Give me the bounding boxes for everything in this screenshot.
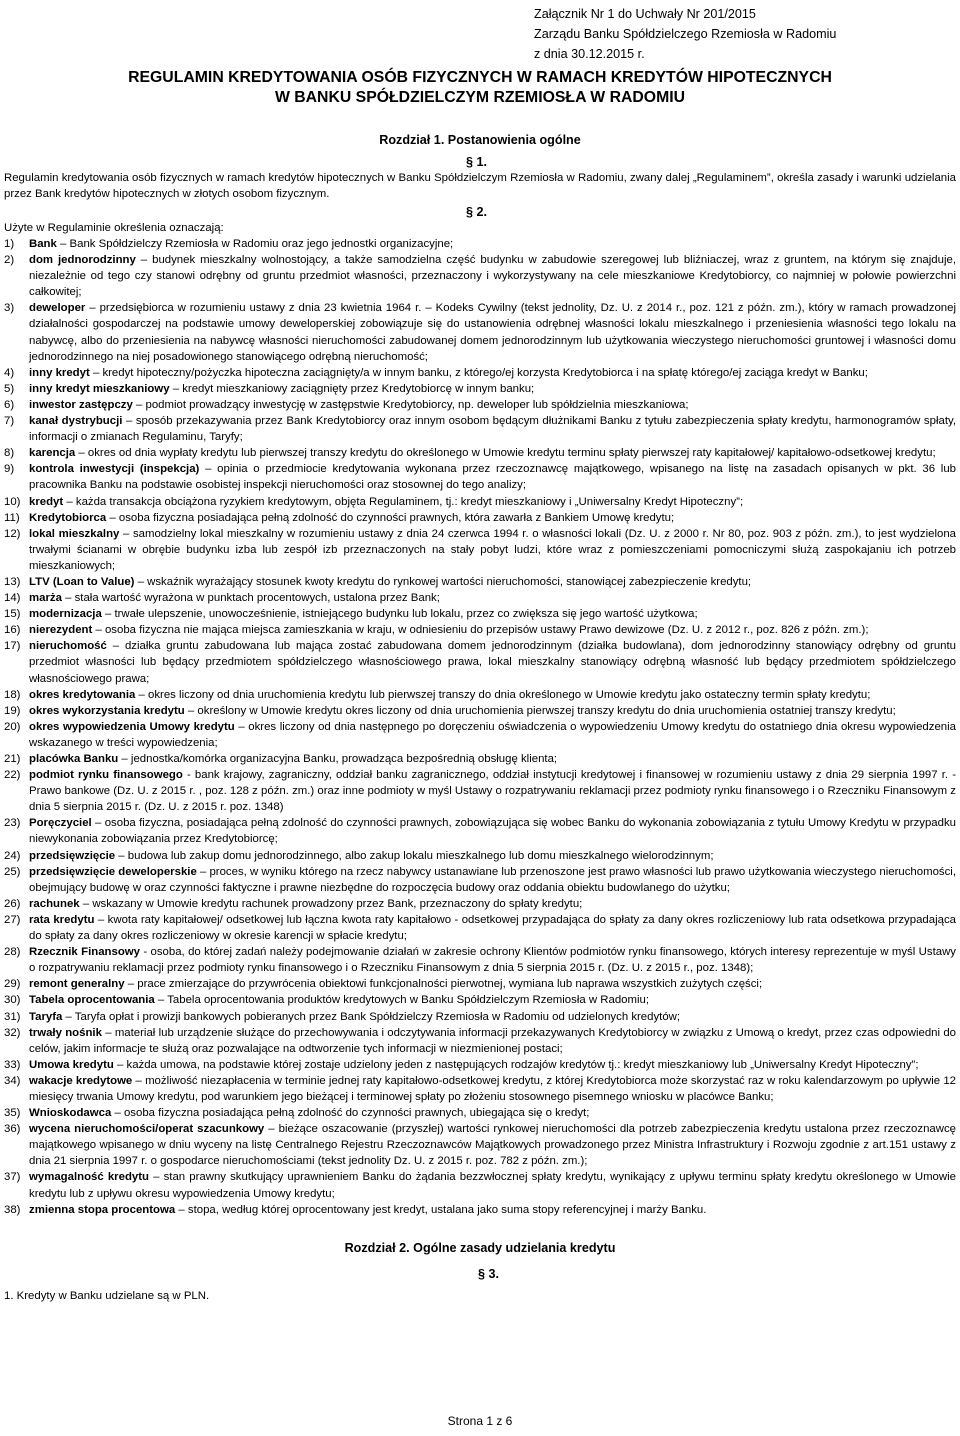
definition-body bbox=[29, 300, 956, 364]
definition-text: – stopa, według której oprocentowany jest kredyt, ustalana jako suma stopy referencyjnej i marży Banku. bbox=[175, 1203, 707, 1216]
definition-number: 8) bbox=[4, 447, 15, 460]
section-3-mark: § 3. bbox=[478, 1267, 500, 1281]
definition-term: przedsięwzięcie bbox=[29, 849, 116, 862]
definition-number: 22) bbox=[4, 769, 21, 782]
definition-term: kredyt bbox=[29, 495, 64, 508]
definition-item bbox=[4, 1073, 956, 1105]
definition-item bbox=[4, 526, 956, 574]
definition-term: LTV (Loan to Value) bbox=[29, 575, 135, 588]
definition-number: 10) bbox=[4, 495, 21, 508]
definition-item bbox=[4, 461, 956, 493]
definition-item bbox=[4, 912, 956, 944]
definition-body bbox=[29, 236, 956, 252]
annex-line-1: Załącznik Nr 1 do Uchwały Nr 201/2015 bbox=[534, 7, 756, 21]
definition-number: 5) bbox=[4, 382, 15, 395]
definition-item bbox=[4, 944, 956, 976]
definition-text: – budowa lub zakup domu jednorodzinnego, albo zakup lokalu mieszkalnego lub domu mieszkalnego wielorodzinnym; bbox=[115, 849, 714, 862]
section-3-item-1: 1. Kredyty w Banku udzielane są w PLN. bbox=[4, 1290, 210, 1302]
definition-item bbox=[4, 976, 956, 992]
definition-item bbox=[4, 719, 956, 751]
definition-number: 6) bbox=[4, 398, 15, 411]
definition-term: Kredytobiorca bbox=[29, 511, 107, 524]
definition-number: 16) bbox=[4, 624, 21, 637]
definition-number: 20) bbox=[4, 720, 21, 733]
definition-number: 25) bbox=[4, 865, 21, 878]
definition-item bbox=[4, 815, 956, 847]
definition-text: - bank krajowy, zagraniczny, oddział banku zagranicznego, oddział instytucji kredytowej i finansowej w rozumieniu ustawy z dnia 29 sierpnia 1997 r. - Prawo bankowe (Dz. U. z 2015 r. , poz. 128 z późn. zm.) oraz inne podmioty w myśl Ustawy o rozpatrywaniu reklamacji przez podmioty rynku finansowego i o Rzeczniku Finansowym z dnia 5 sierpnia 2015 r. (Dz. U. z 2015 r. poz. 1348) bbox=[29, 769, 956, 814]
definition-body bbox=[29, 638, 956, 686]
definition-term: Wnioskodawca bbox=[29, 1107, 112, 1120]
definition-number: 17) bbox=[4, 640, 21, 653]
definition-text: – okres liczony od dnia uruchomienia kredytu lub pierwszej transzy do dnia określonego w Umowie kredytu jako ostateczny termin spłaty kredytu; bbox=[135, 688, 871, 701]
definition-number: 30) bbox=[4, 994, 21, 1007]
definition-item bbox=[4, 703, 956, 719]
definition-number: 15) bbox=[4, 608, 21, 621]
definition-item bbox=[4, 365, 956, 381]
definition-term: kontrola inwestycji (inspekcja) bbox=[29, 463, 200, 476]
definition-text: – bieżące oszacowanie (przyszłej) wartości rynkowej nieruchomości dla potrzeb zabezpieczenia kredytu ustalona przez rzeczoznawcę majątkowego wpisanego w dniu wyceny na listę Centralnego Rejestru Rzeczoznawców Majątkowych prowadzonego przez Ministra Infrastruktury i Rozwoju zgodnie z art.151 ustawy z dnia 21 sierpnia 1997 r. o gospodarce nieruchomościami (tekst jednolity Dz. U. z 2015 r. poz. 782 z późn. zm.); bbox=[29, 1123, 957, 1168]
definition-body bbox=[29, 526, 956, 574]
definition-number: 36) bbox=[4, 1123, 21, 1136]
definition-item bbox=[4, 1105, 956, 1121]
definition-term: wymagalność kredytu bbox=[29, 1171, 149, 1184]
annex-line-2: Zarządu Banku Spółdzielczego Rzemiosła w Radomiu bbox=[534, 27, 837, 41]
definition-number: 35) bbox=[4, 1107, 21, 1120]
definition-term: modernizacja bbox=[29, 608, 102, 621]
definition-text: – działka gruntu zabudowana lub mająca zostać zabudowana domem jednorodzinnym (działka budowlana), dom jednorodzinny stanowiący odrębny od gruntu przedmiot własności lub będący przedmiotem spółdzielczego własnościowego prawa, lokal mieszkalny stanowiący odrębną własność lub będący przedmiotem spółdzielczego własnościowego prawa; bbox=[29, 640, 956, 685]
definition-item bbox=[4, 751, 956, 767]
definition-body bbox=[29, 1121, 956, 1169]
section-2-intro: Użyte w Regulaminie określenia oznaczają: bbox=[4, 222, 224, 234]
definition-item bbox=[4, 574, 956, 590]
definition-number: 11) bbox=[4, 511, 20, 524]
definition-item bbox=[4, 687, 956, 703]
section-1-text: Regulamin kredytowania osób fizycznych w ramach kredytów hipotecznych w Banku Spółdzielczym Rzemiosła w Radomiu, zwany dalej „Regulaminem”, określa zasady i warunki udzielania przez Bank kredytów hipotecznych w złotych osobom fizycznym. bbox=[4, 172, 956, 201]
definitions-list bbox=[4, 236, 956, 1218]
definition-number: 37) bbox=[4, 1171, 21, 1184]
definition-term: przedsięwzięcie deweloperskie bbox=[29, 865, 197, 878]
definition-item bbox=[4, 381, 956, 397]
definition-body bbox=[29, 1009, 956, 1025]
definition-text: – osoba fizyczna, posiadająca pełną zdolność do czynności prawnych, zobowiązująca się wobec Banku do wykonania zobowiązania z tytułu Umowy Kredytu w przypadku niewykonania zobowiązania przez Kredytobiorcę; bbox=[29, 817, 956, 846]
chapter-1-heading: Rozdział 1. Postanowienia ogólne bbox=[379, 133, 581, 147]
definition-item bbox=[4, 1057, 956, 1073]
definition-body bbox=[29, 976, 956, 992]
definition-term: dom jednorodzinny bbox=[29, 254, 136, 267]
definition-body bbox=[29, 944, 956, 976]
definition-term: marża bbox=[29, 592, 62, 605]
definition-term: Taryfa bbox=[29, 1010, 63, 1023]
definition-text: – określony w Umowie kredytu okres liczony od dnia uruchomienia pierwszej transzy kredytu do dnia uruchomienia ostatniej transzy kredytu; bbox=[184, 704, 896, 717]
definition-number: 34) bbox=[4, 1074, 21, 1087]
definition-item bbox=[4, 397, 956, 413]
definition-item bbox=[4, 510, 956, 526]
definition-body bbox=[29, 896, 956, 912]
definition-body bbox=[29, 751, 956, 767]
definition-text: – wskazany w Umowie kredytu rachunek prowadzony przez Bank, przeznaczony do spłaty kredytu; bbox=[79, 897, 583, 910]
definition-text: – każda umowa, na podstawie której zostaje udzielony jeden z następujących rodzajów kredytów tj.: kredyt mieszkaniowy lub „Uniwersalny Kredyt Hipoteczny”; bbox=[113, 1058, 919, 1071]
definition-body bbox=[29, 992, 956, 1008]
definition-item bbox=[4, 1009, 956, 1025]
definition-text: – budynek mieszkalny wolnostojący, a także samodzielna część budynku w zabudowie szeregowej lub bliźniaczej, wraz z gruntem, na którym się znajduje, niezależnie od tego czy stanowi odrębny od gruntu przedmiot własności, przeznaczony i wykorzystywany na cele mieszkaniowe Kredytobiorcy, co najmniej w połowie powierzchni całkowitej; bbox=[29, 254, 956, 299]
chapter-2-heading: Rozdział 2. Ogólne zasady udzielania kredytu bbox=[344, 1241, 616, 1255]
definition-text: – kwota raty kapitałowej/ odsetkowej lub łączna kwota raty kapitałowo - odsetkowej przypadająca do spłaty za dany okres rozliczeniowy lub rata odsetkowa przypadająca do spłaty za dany okres rozliczeniowy w okresie karencji w spłacie kredytu; bbox=[29, 913, 956, 943]
definition-body bbox=[29, 1073, 956, 1105]
definition-body bbox=[29, 397, 956, 413]
definition-item bbox=[4, 1169, 956, 1201]
definition-item bbox=[4, 300, 956, 364]
definition-body bbox=[29, 1202, 956, 1218]
definition-term: inwestor zastępczy bbox=[29, 398, 133, 411]
definition-term: okres wykorzystania kredytu bbox=[29, 704, 185, 717]
definition-item bbox=[4, 606, 956, 622]
document-title bbox=[60, 68, 900, 108]
definition-body bbox=[29, 1169, 956, 1201]
definition-text: – proces, w wyniku którego na rzecz nabywcy ustanawiane lub przenoszone jest prawo własności lub prawo użytkowania wieczystego nieruchomości, obejmujący budowę w oraz czynności faktyczne i prawne niezbędne do rozpoczęcia budowy oraz oddania obiektu budowlanego do użytku; bbox=[29, 865, 956, 894]
definition-text: – wskaźnik wyrażający stosunek kwoty kredytu do rynkowej wartości nieruchomości, stanowiącej zabezpieczenie kredytu; bbox=[134, 575, 752, 588]
definition-text: – możliwość niezapłacenia w terminie jednej raty kapitałowo-odsetkowej kredytu, z której Kredytobiorca może skorzystać raz w roku kalendarzowym po upływie 12 miesięcy trwania Umowy kredytu, pod warunkiem jego bieżącej i terminowej spłaty po złożeniu stosownego pisemnego wniosku w placówce Banku; bbox=[29, 1074, 956, 1103]
definition-item bbox=[4, 1025, 956, 1057]
definition-body bbox=[29, 606, 956, 622]
definition-number: 24) bbox=[4, 849, 21, 862]
definition-number: 29) bbox=[4, 978, 21, 991]
definition-body bbox=[29, 381, 956, 397]
definition-term: Umowa kredytu bbox=[29, 1058, 114, 1071]
definition-item bbox=[4, 638, 956, 686]
definition-number: 33) bbox=[4, 1058, 21, 1071]
definition-body bbox=[29, 413, 956, 445]
definition-item bbox=[4, 590, 956, 606]
definition-number: 21) bbox=[4, 753, 21, 765]
definition-number: 14) bbox=[4, 592, 21, 605]
definition-number: 27) bbox=[4, 913, 21, 926]
definition-number: 26) bbox=[4, 897, 21, 910]
definition-item bbox=[4, 236, 956, 252]
definition-text: – trwałe ulepszenie, unowocześnienie, istniejącego budynku lub lokalu, przez co zwiększa się jego wartość użytkowa; bbox=[101, 608, 698, 621]
definition-term: nierezydent bbox=[29, 624, 93, 637]
definition-number: 32) bbox=[4, 1026, 21, 1039]
page-number: Strona 1 z 6 bbox=[447, 1414, 513, 1428]
definition-term: inny kredyt bbox=[29, 366, 90, 379]
definition-term: deweloper bbox=[29, 302, 86, 315]
section-2-mark: § 2. bbox=[466, 205, 488, 219]
definition-term: Poręczyciel bbox=[29, 817, 92, 830]
definition-number: 12) bbox=[4, 527, 21, 540]
definition-number: 31) bbox=[4, 1010, 21, 1023]
definition-text: – każda transakcja obciążona ryzykiem kredytowym, objęta Regulaminem, tj.: kredyt mieszkaniowy i „Uniwersalny Kredyt Hipoteczny”; bbox=[63, 495, 744, 508]
definition-term: Bank bbox=[29, 238, 57, 250]
definition-text: – Tabela oprocentowania produktów kredytowych w Banku Spółdzielczym Rzemiosła w Radomiu; bbox=[154, 994, 650, 1007]
definition-item bbox=[4, 848, 956, 864]
definition-item bbox=[4, 767, 956, 815]
definition-body bbox=[29, 574, 956, 590]
definition-number: 38) bbox=[4, 1203, 21, 1216]
definition-body bbox=[29, 445, 956, 461]
definition-text: – kredyt hipoteczny/pożyczka hipoteczna zaciągnięty/a w innym banku, z którego/ej korzysta Kredytobiorca i na spłatę którego/ej zaciąga kredyt w Banku; bbox=[89, 366, 868, 379]
definition-text: – osoba fizyczna nie mająca miejsca zamieszkania w kraju, w odniesieniu do przepisów ustawy Prawo dewizowe (Dz. U. z 2012 r., poz. 826 z późn. zm.); bbox=[92, 624, 869, 637]
definition-term: trwały nośnik bbox=[29, 1026, 102, 1039]
definition-body bbox=[29, 494, 956, 510]
definition-body bbox=[29, 1025, 956, 1057]
definition-text: – podmiot prowadzący inwestycję w zastępstwie Kredytobiorcy, np. deweloper lub spółdzielnia mieszkaniowa; bbox=[132, 398, 689, 411]
definition-number: 2) bbox=[4, 254, 15, 267]
definition-item bbox=[4, 1121, 956, 1169]
definition-term: inny kredyt mieszkaniowy bbox=[29, 382, 170, 395]
definition-body bbox=[29, 815, 956, 847]
definition-term: wycena nieruchomości/operat szacunkowy bbox=[29, 1123, 265, 1136]
title-line-2: W BANKU SPÓŁDZIELCZYM RZEMIOSŁA W RADOMIU bbox=[274, 89, 686, 106]
definition-term: okres kredytowania bbox=[29, 688, 136, 701]
definition-item bbox=[4, 413, 956, 445]
annex-line-3: z dnia 30.12.2015 r. bbox=[534, 47, 645, 61]
definition-term: placówka Banku bbox=[29, 753, 119, 765]
definition-body bbox=[29, 912, 956, 944]
definition-text: – kredyt mieszkaniowy zaciągnięty przez Kredytobiorcę w innym banku; bbox=[169, 382, 535, 395]
definition-term: karencja bbox=[29, 447, 76, 460]
definition-item bbox=[4, 864, 956, 896]
definition-body bbox=[29, 864, 956, 896]
definition-term: zmienna stopa procentowa bbox=[29, 1203, 176, 1216]
definition-item bbox=[4, 1202, 956, 1218]
definition-item bbox=[4, 494, 956, 510]
definition-number: 19) bbox=[4, 704, 21, 717]
definition-text: – osoba fizyczna posiadająca pełną zdolność do czynności prawnych, ubiegająca się o kredyt; bbox=[111, 1107, 590, 1120]
definition-term: lokal mieszkalny bbox=[29, 527, 120, 540]
definition-text: – Taryfa opłat i prowizji bankowych pobieranych przez Bank Spółdzielczy Rzemiosła w Radomiu od udzielonych kredytów; bbox=[62, 1010, 681, 1023]
definition-text: – jednostka/komórka organizacyjna Banku, prowadząca bezpośrednią obsługę klienta; bbox=[118, 753, 558, 765]
definition-number: 1) bbox=[4, 238, 15, 250]
definition-number: 18) bbox=[4, 688, 21, 701]
definition-body bbox=[29, 767, 956, 815]
definition-text: – prace zmierzające do przywrócenia obiektowi funkcjonalności pierwotnej, wymiana lub naprawa wszystkich zużytych części; bbox=[124, 978, 763, 991]
definition-body bbox=[29, 622, 956, 638]
definition-body bbox=[29, 1057, 956, 1073]
definition-text: – stan prawny skutkujący uprawnieniem Banku do żądania bezzwłocznej spłaty kredytu, wynikający z upływu terminu spłaty kredytu określonego w Umowie kredytu lub z upływu okresu wypowiedzenia Umowy kredytu; bbox=[29, 1171, 956, 1200]
definition-body bbox=[29, 590, 956, 606]
definition-number: 9) bbox=[4, 463, 15, 476]
definition-body bbox=[29, 703, 956, 719]
definition-term: wakacje kredytowe bbox=[29, 1074, 133, 1087]
definition-term: rata kredytu bbox=[29, 913, 95, 926]
definition-text: – okres od dnia wypłaty kredytu lub pierwszej transzy kredytu do określonego w Umowie kredytu terminu spłaty pierwszej raty kapitałowej/ kapitałowo-odsetkowej kredytu; bbox=[75, 447, 936, 460]
definition-text: – Bank Spółdzielczy Rzemiosła w Radomiu oraz jego jednostki organizacyjne; bbox=[56, 238, 454, 250]
definition-item bbox=[4, 252, 956, 300]
definition-term: rachunek bbox=[29, 897, 80, 910]
definition-term: okres wypowiedzenia Umowy kredytu bbox=[29, 720, 235, 733]
definition-body bbox=[29, 1105, 956, 1121]
definition-number: 23) bbox=[4, 817, 21, 830]
section-1-mark: § 1. bbox=[466, 155, 488, 169]
definition-term: kanał dystrybucji bbox=[29, 415, 123, 428]
definition-number: 7) bbox=[4, 415, 15, 428]
definition-text: – stała wartość wyrażona w punktach procentowych, ustalona przez Bank; bbox=[61, 592, 440, 605]
definition-item bbox=[4, 445, 956, 461]
definition-term: nieruchomość bbox=[29, 640, 107, 653]
definition-body bbox=[29, 365, 956, 381]
definition-body bbox=[29, 461, 956, 493]
definition-term: remont generalny bbox=[29, 978, 125, 991]
definition-text: – samodzielny lokal mieszkalny w rozumieniu ustawy z dnia 24 czerwca 1994 r. o własności lokali (Dz. U. z 2000 r. Nr 80, poz. 903 z późn. zm.), to jest wydzielona trwałymi ścianami w obrębie budynku izba lub zespół izb przeznaczonych na stały pobyt ludzi, które wraz z pomieszczeniami pomocniczymi służą zaspokajaniu ich potrzeb mieszkaniowych; bbox=[29, 527, 956, 572]
definition-text: – osoba fizyczna posiadająca pełną zdolność do czynności prawnych, która zawarła z Bankiem Umowę kredytu; bbox=[106, 511, 675, 524]
definition-text: – przedsiębiorca w rozumieniu ustawy z dnia 23 kwietnia 1964 r. – Kodeks Cywilny (tekst jednolity, Dz. U. z 2014 r., poz. 121 z późn. zm.), który w ramach prowadzonej działalności gospodarczej na podstawie umowy deweloperskiej zobowiązuje się do ustanowienia odrębnej własności lokalu mieszkalnego i przeniesienia własności tego lokalu na nabywcę, albo do przeniesienia na nabywcę własności nieruchomości zabudowanej domem jednorodzinnym lub użytkowania wieczystego nieruchomości gruntowej i własności domu jednorodzinnego na niej posadowionego stanowiącego odrębną nieruchomość; bbox=[29, 302, 956, 363]
definition-body bbox=[29, 848, 956, 864]
definition-term: podmiot rynku finansowego bbox=[29, 769, 183, 782]
definition-text: – opinia o przedmiocie kredytowania wykonana przez rzeczoznawcę majątkowego, wpisanego na listę na zasadach opisanych w pkt. 36 lub pracownika Banku na podstawie osobistej inspekcji nieruchomości oraz stosownej do tego analizy; bbox=[29, 463, 957, 492]
definition-item bbox=[4, 622, 956, 638]
definition-text: – materiał lub urządzenie służące do przechowywania i odczytywania informacji przekazywanych Kredytobiorcy w związku z Umową o kredyt, przez czas odpowiedni do celów, jakim informacje te służą oraz pozwalające na odtworzenie tych informacji w niezmienionej postaci; bbox=[29, 1026, 956, 1055]
definition-item bbox=[4, 896, 956, 912]
definition-body bbox=[29, 719, 956, 751]
title-line-1: REGULAMIN KREDYTOWANIA OSÓB FIZYCZNYCH W RAMACH KREDYTÓW HIPOTECZNYCH bbox=[128, 69, 832, 86]
definition-term: Rzecznik Finansowy bbox=[29, 946, 140, 959]
definition-number: 3) bbox=[4, 302, 15, 315]
definition-text: – sposób przekazywania przez Bank Kredytobiorcy oraz innym osobom będącym dłużnikami Banku z tytułu zabezpieczenia spłaty kredytu, harmonogramów spłaty, informacji o zmianach Regulaminu, Taryfy; bbox=[29, 415, 956, 444]
definition-term: Tabela oprocentowania bbox=[29, 994, 155, 1007]
definition-item bbox=[4, 992, 956, 1008]
definition-number: 4) bbox=[4, 366, 15, 379]
definition-text: – okres liczony od dnia następnego po doręczeniu oświadczenia o wypowiedzeniu Umowy kredytu do ostatniego dnia okresu wypowiedzenia wskazanego w treści wypowiedzenia; bbox=[29, 720, 956, 749]
definition-text: - osoba, do której zadań należy podejmowanie działań w zakresie ochrony Klientów podmiotów rynku finansowego, których interesy reprezentuje w myśl Ustawy o rozpatrywaniu reklamacji przez podmioty rynku finansowego i o Rzeczniku Finansowym z dnia 5 sierpnia 2015 r. (Dz. U. z 2015 r., poz. 1348); bbox=[29, 946, 956, 975]
definition-body bbox=[29, 510, 956, 526]
definition-body bbox=[29, 252, 956, 300]
definition-number: 28) bbox=[4, 946, 21, 959]
definition-body bbox=[29, 687, 956, 703]
definition-number: 13) bbox=[4, 575, 21, 588]
annex-header bbox=[534, 4, 836, 64]
